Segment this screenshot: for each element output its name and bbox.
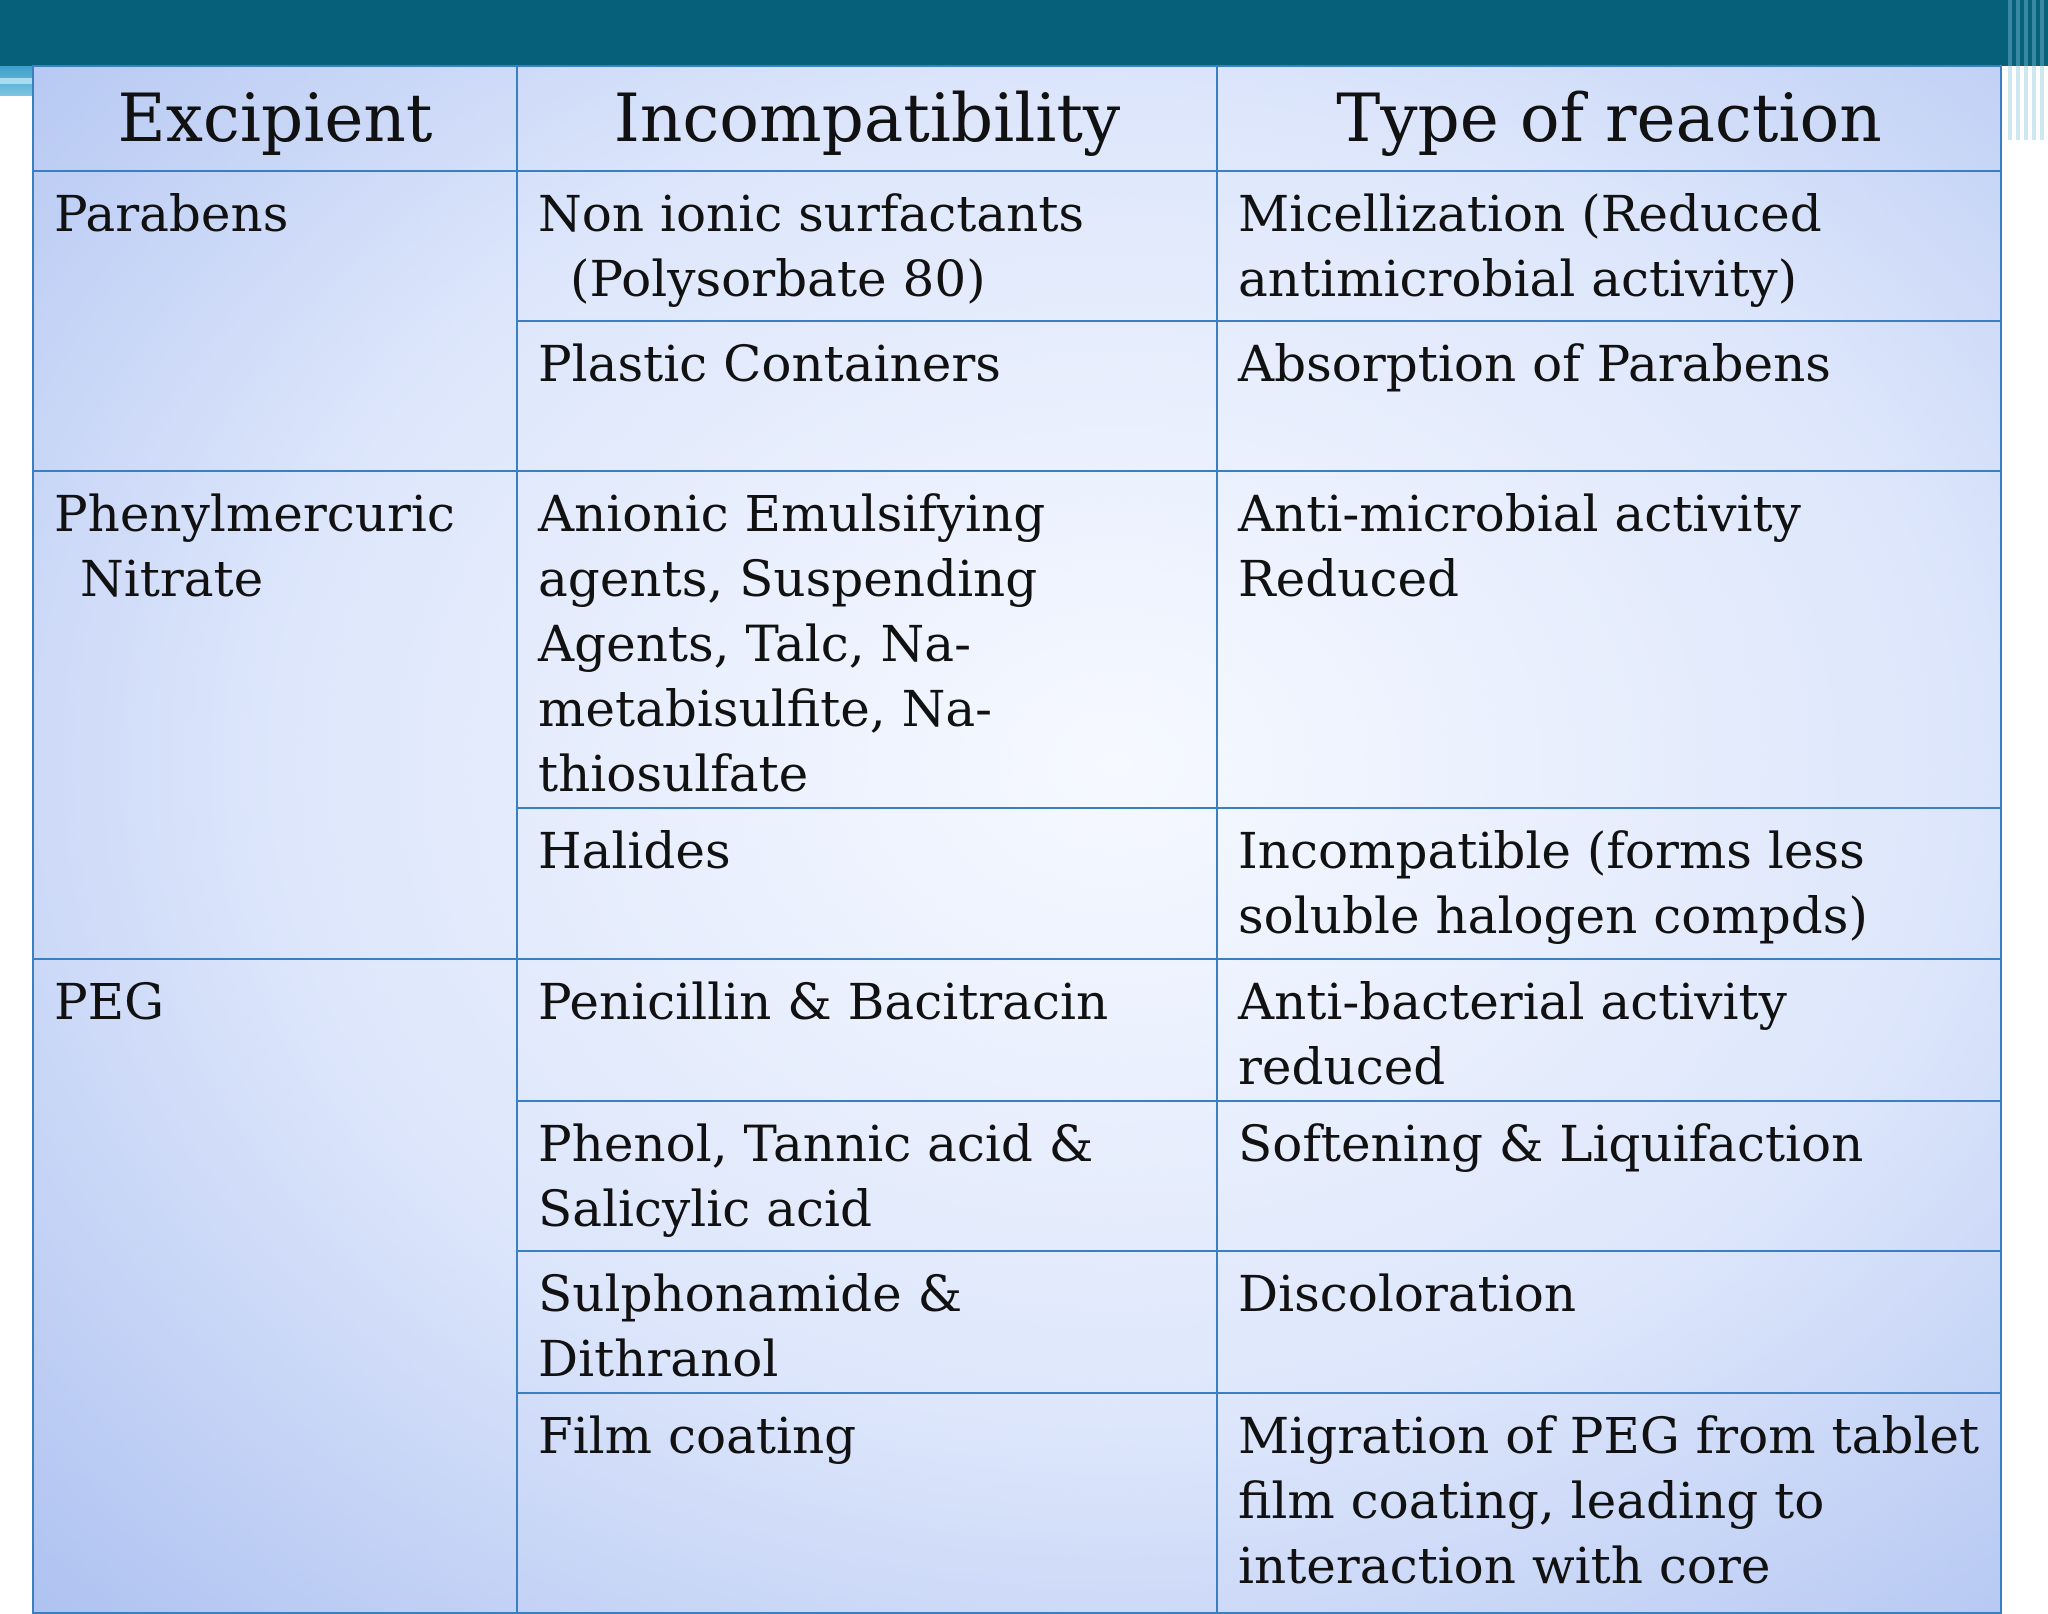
incompatibility-cell: Halides [517,808,1217,959]
table-row [33,471,2001,808]
header-row [33,66,2001,171]
reaction-cell: Discoloration [1217,1251,2001,1393]
reaction-cell: Anti-bacterial activity reduced [1217,959,2001,1101]
reaction-cell: Incompatible (forms less soluble halogen compds) [1217,808,2001,959]
incompatibility-cell: Non ionic surfactants (Polysorbate 80) [517,171,1217,321]
reaction-cell: Absorption of Parabens [1217,321,2001,471]
header-reaction: Type of reaction [1217,66,2001,171]
excipient-cell: Phenylmercuric Nitrate [33,471,517,959]
header-excipient: Excipient [33,66,517,171]
slide-top-bar [0,0,2048,66]
incompatibility-cell: Film coating [517,1393,1217,1613]
excipient-cell: PEG [33,959,517,1613]
incompatibility-cell: Penicillin & Bacitracin [517,959,1217,1101]
reaction-cell: Micellization (Reduced antimicrobial activity) [1217,171,2001,321]
reaction-cell: Softening & Liquifaction [1217,1101,2001,1251]
incompatibility-cell: Phenol, Tannic acid & Salicylic acid [517,1101,1217,1251]
incompatibility-cell: Plastic Containers [517,321,1217,471]
excipient-cell: Parabens [33,171,517,471]
incompatibility-cell: Sulphonamide & Dithranol [517,1251,1217,1393]
reaction-cell: Migration of PEG from tablet film coating, leading to interaction with core [1217,1393,2001,1613]
reaction-cell: Anti-microbial activity Reduced [1217,471,2001,808]
table-row [33,171,2001,321]
incompatibility-table [32,65,2002,1614]
header-incompatibility: Incompatibility [517,66,1217,171]
incompatibility-cell: Anionic Emulsifying agents, Suspending Agents, Talc, Na-metabisulfite, Na-thiosulfate [517,471,1217,808]
table-row [33,959,2001,1101]
slide-corner-stripes-dark [2008,0,2048,66]
slide-left-accent-line [0,78,32,84]
